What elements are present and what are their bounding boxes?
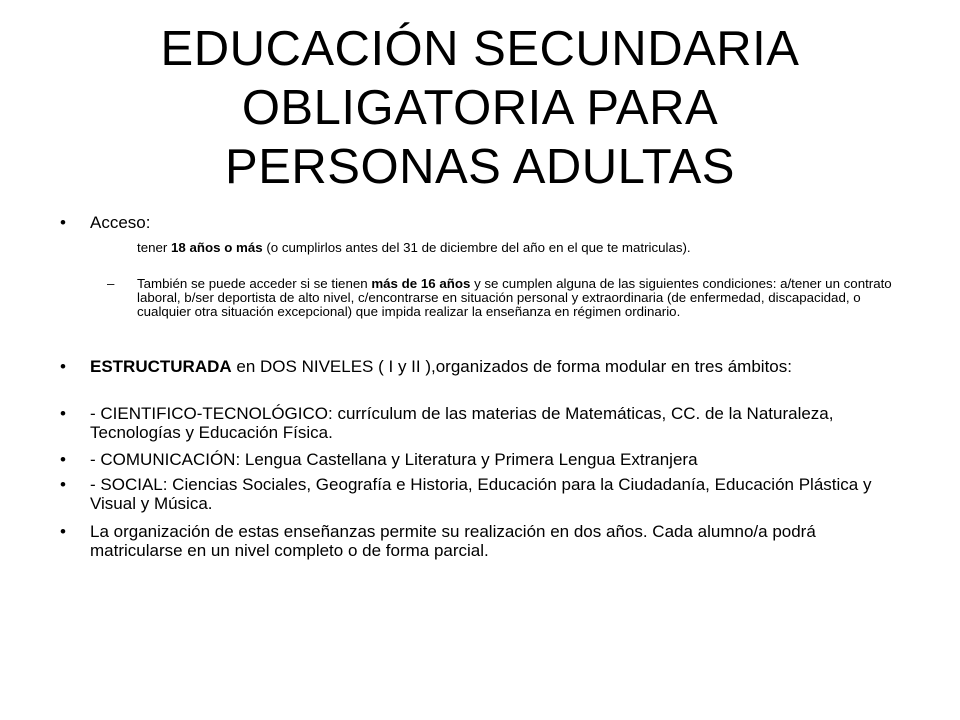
sub1-post: (o cumplirlos antes del 31 de diciembre del año en el que te matriculas). (262, 240, 691, 255)
bullet-dot: • (60, 475, 66, 494)
sub2-bold: más de 16 años (371, 276, 471, 291)
bullet-dot: • (60, 357, 66, 376)
title-line-1: EDUCACIÓN SECUNDARIA (160, 22, 800, 76)
title-line-2: OBLIGATORIA PARA (241, 81, 719, 135)
bullet-dot: • (60, 213, 66, 232)
bullet-dot: • (60, 522, 66, 541)
sub2-post: y se cumplen alguna de las siguientes condiciones: a/tener un contrato laboral, b/ser deportista de alto nivel, c/encontrarse en situación personal y extraordinaria (de enfermedad, discapacidad, o cualquier otra situación excepcional) que impida realizar la enseñanza en régimen ordinario. (137, 276, 892, 319)
estructura-rest: en DOS NIVELES ( I y II ),organizados de forma modular en tres ámbitos: (231, 357, 792, 376)
sub-dash: – (107, 276, 115, 291)
slide-title (40, 20, 920, 197)
sub-item-condiciones (107, 276, 907, 319)
sub-item-edad (137, 241, 907, 255)
sub1-pre: tener (137, 240, 172, 255)
estructura-bold: ESTRUCTURADA (90, 357, 232, 376)
bullet-dot: • (60, 450, 66, 469)
sub2-pre: También se puede acceder si se tienen (137, 276, 372, 291)
title-line-3: PERSONAS ADULTAS (225, 140, 735, 194)
sub1-bold: 18 años o más (171, 240, 263, 255)
ambito-comunicacion: - COMUNICACIÓN: Lengua Castellana y Literatura y Primera Lengua Extranjera (90, 450, 698, 469)
estructura-text (90, 357, 910, 376)
acceso-label: Acceso: (90, 213, 151, 232)
ambito-social: - SOCIAL: Ciencias Sociales, Geografía e Historia, Educación para la Ciudadanía, Educación Plástica y Visual y Música. (90, 475, 872, 513)
bullet-dot: • (60, 404, 66, 423)
ambito-cientifico: - CIENTIFICO-TECNOLÓGICO: currículum de las materias de Matemáticas, CC. de la Naturaleza, Tecnologías y Educación Física. (90, 404, 834, 442)
organizacion-text: La organización de estas enseñanzas permite su realización en dos años. Cada alumno/a podrá matricularse en un nivel completo o de forma parcial. (90, 522, 816, 560)
